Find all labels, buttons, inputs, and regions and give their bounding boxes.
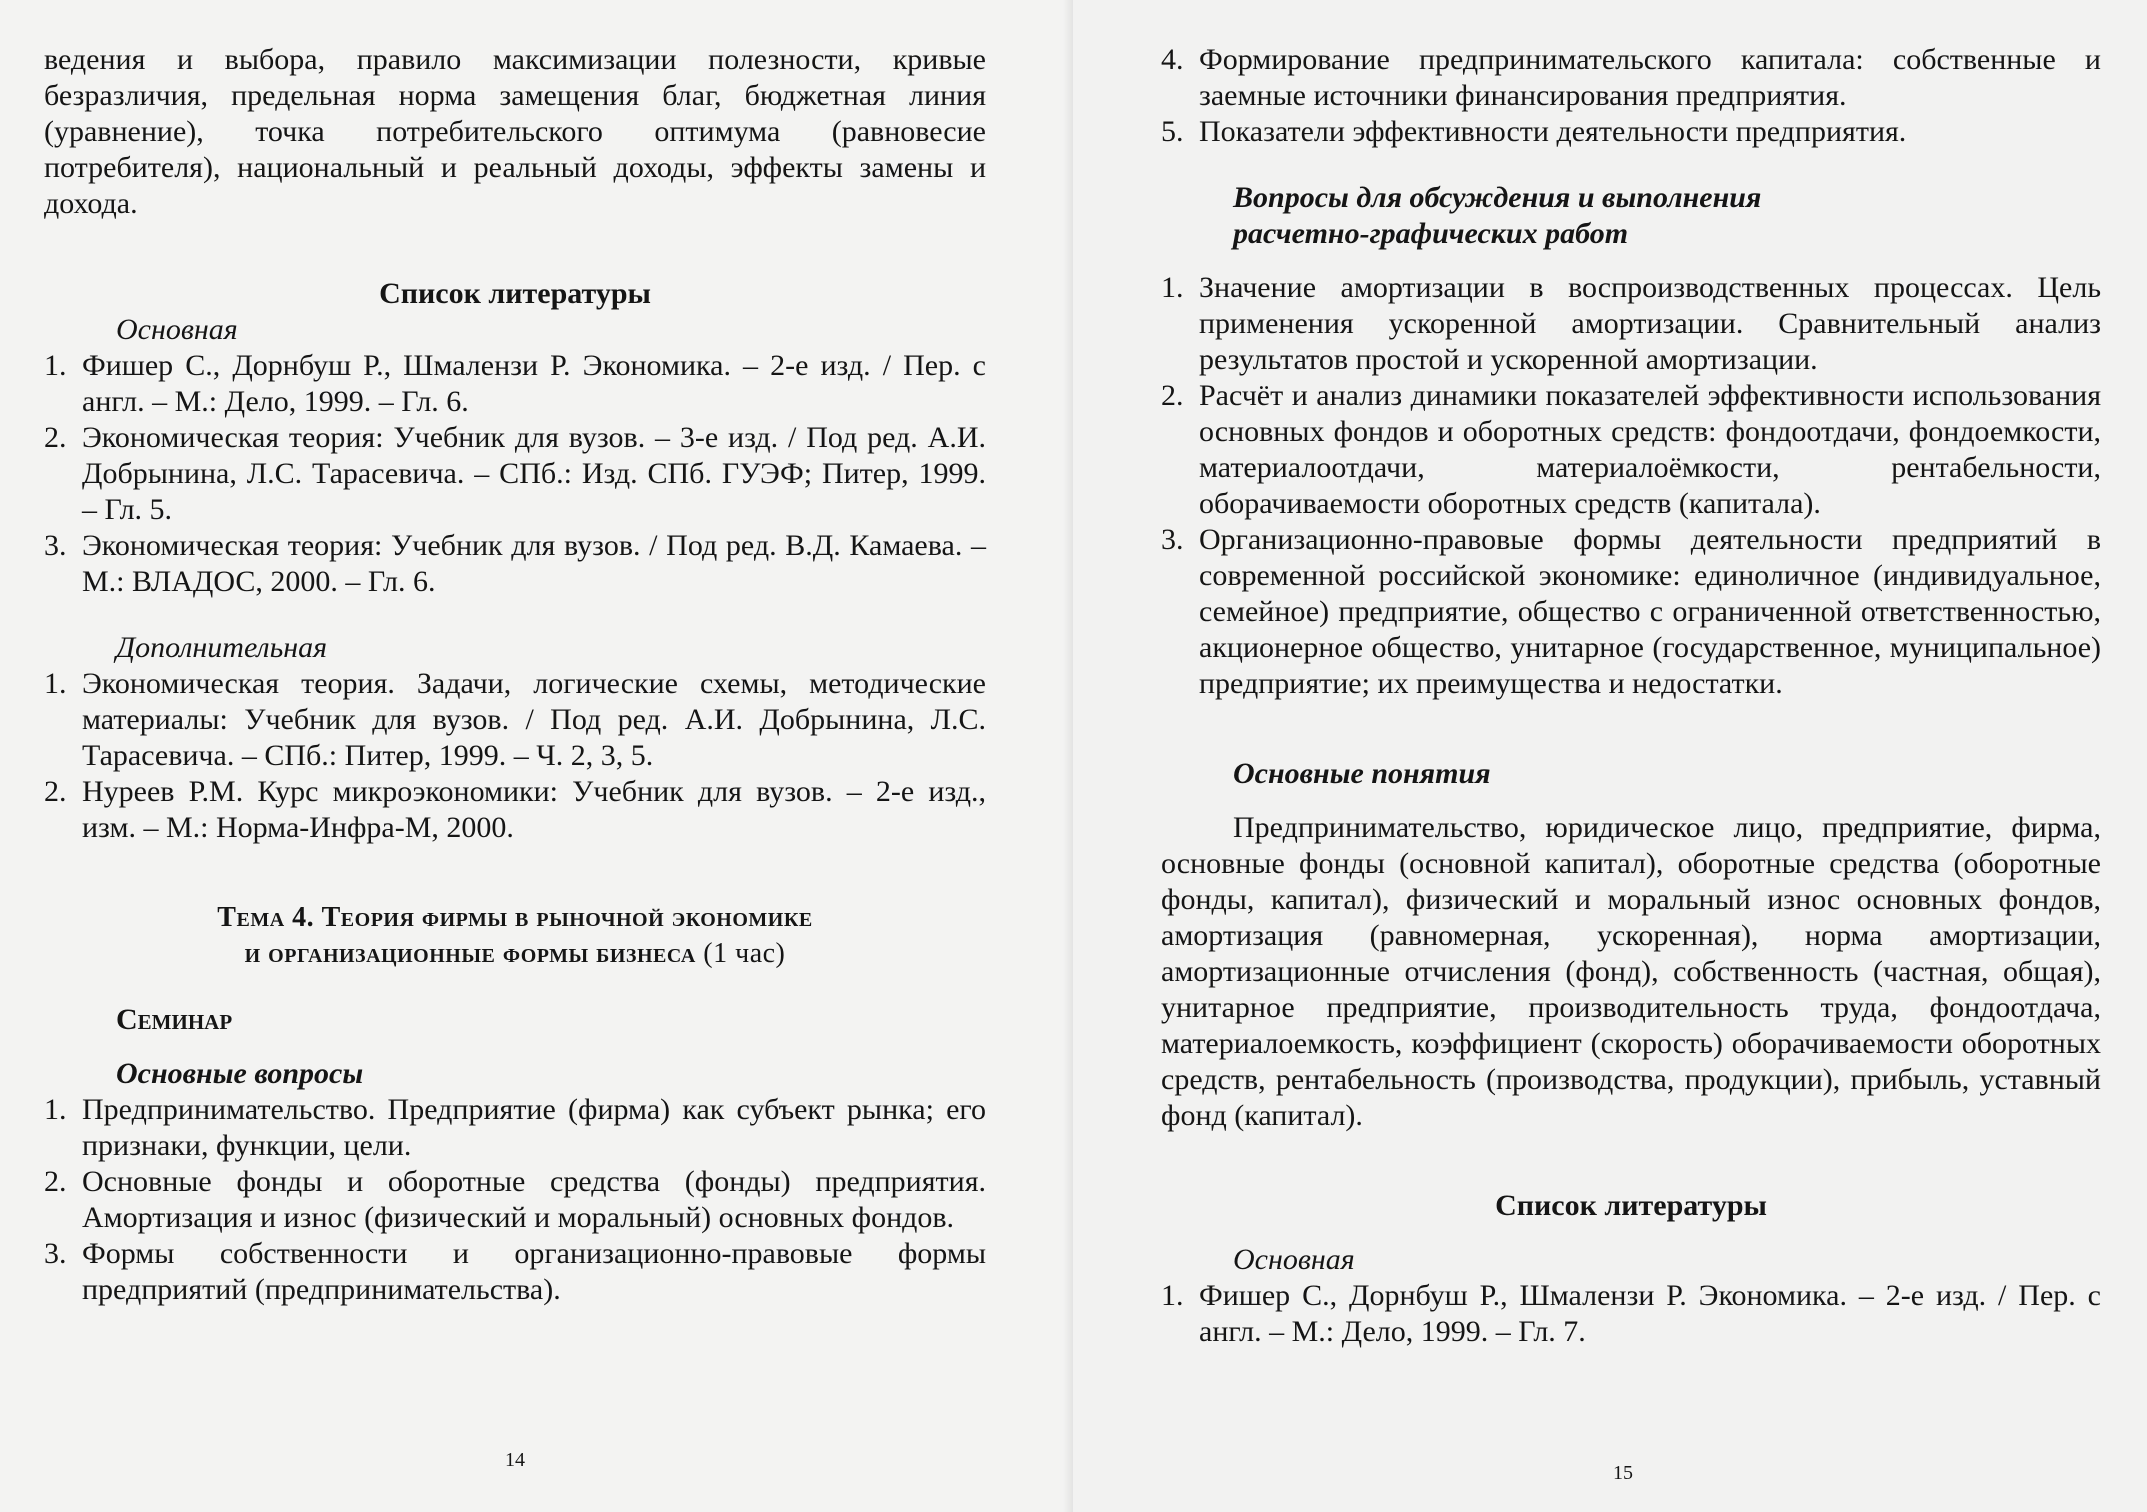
page-number: 15 — [1613, 1462, 1633, 1484]
concepts-heading: Основные понятия — [1233, 757, 1491, 790]
list-item: 1. Фишер С., Дорнбуш Р., Шмалензи Р. Экономика. – 2-е изд. / Пер. с англ. – М.: Дело, 1999. – Гл. 7. — [1161, 1279, 2101, 1348]
page-number: 14 — [505, 1449, 525, 1471]
seminar-heading: Семинар — [116, 1003, 233, 1036]
literature-heading: Список литературы — [1495, 1189, 1767, 1222]
list-item: 5. Показатели эффективности деятельности предприятия. — [1161, 115, 1907, 148]
intro-paragraph: ведения и выбора, правило максимизации полезности, кривые безразличия, предельная норма замещения благ, бюджетная линия (уравнение), точка потребительского оптимума (равновесие потребителя), национальный и реальный доходы, эффекты замены и дохода. — [44, 43, 986, 220]
questions-heading: Основные вопросы — [116, 1057, 364, 1090]
right-page-content — [1161, 42, 2101, 1350]
list-item: 2. Основные фонды и оборотные средства (фонды) предприятия. Амортизация и износ (физический и моральный) основных фондов. — [44, 1165, 986, 1234]
additional-literature-label: Дополнительная — [116, 631, 328, 664]
questions-list — [44, 1092, 986, 1308]
discussion-heading: Вопросы для обсуждения и выполнения расчетно-графических работ — [1233, 181, 1762, 250]
additional-literature-list — [44, 666, 986, 846]
topic-title-line1: Тема 4. Теория фирмы в рыночной экономике — [217, 902, 813, 933]
discussion-list — [1161, 270, 2101, 702]
topic-hours: (1 час) — [703, 938, 786, 969]
list-item: 3. Формы собственности и организационно-правовые формы предприятий (предпринимательства). — [44, 1237, 986, 1306]
continued-questions-list — [1161, 42, 2101, 150]
main-literature-label: Основная — [116, 313, 238, 346]
topic-heading — [44, 900, 986, 972]
list-item: 3. Экономическая теория: Учебник для вузов. / Под ред. В.Д. Камаева. – М.: ВЛАДОС, 2000. – Гл. 6. — [44, 529, 986, 598]
main-literature-list — [44, 348, 986, 600]
list-item: 3. Организационно-правовые формы деятельности предприятий в современной российской экономике: единоличное (индивидуальное, семейное) предприятие, общество с ограниченной ответственностью, акционерное общество, унитарное (государственное, муниципальное) предприятие; их преимущества и недостатки. — [1161, 523, 2101, 700]
list-item: 2. Нуреев Р.М. Курс микроэкономики: Учебник для вузов. – 2-е изд., изм. – М.: Норма-Инфра-М, 2000. — [44, 775, 986, 844]
left-page — [0, 0, 1073, 1512]
concepts-paragraph: Предпринимательство, юридическое лицо, предприятие, фирма, основные фонды (основной капитал), оборотные средства (оборотные фонды, капитал), физический и моральный износ основных фондов, амортизация (равномерная, ускоренная), норма амортизации, амортизационные отчисления (фонд), собственность (частная, общая), унитарное предприятие, производительность труда, фондоотдача, материалоемкость, коэффициент (скорость) оборачиваемости оборотных средств, рентабельность (производства, продукции), прибыль, уставный фонд (капитал). — [1161, 811, 2101, 1132]
right-page — [1073, 0, 2147, 1512]
topic-title-line2: и организационные формы бизнеса — [244, 938, 696, 969]
list-item: 2. Расчёт и анализ динамики показателей эффективности использования основных фондов и оборотных средств: фондоотдачи, фондоемкости, материалоотдачи, материалоёмкости, рентабельности, оборачиваемости оборотных средств (капитала). — [1161, 379, 2101, 520]
main-literature-list — [1161, 1278, 2101, 1350]
left-page-content — [44, 42, 986, 1308]
main-literature-label: Основная — [1233, 1243, 1355, 1276]
list-item: 1. Предпринимательство. Предприятие (фирма) как субъект рынка; его признаки, функции, цели. — [44, 1093, 986, 1162]
list-item: 1. Значение амортизации в воспроизводственных процессах. Цель применения ускоренной амортизации. Сравнительный анализ результатов простой и ускоренной амортизации. — [1161, 271, 2101, 376]
literature-heading: Список литературы — [379, 277, 651, 310]
list-item: 2. Экономическая теория: Учебник для вузов. – 3-е изд. / Под ред. А.И. Добрынина, Л.С. Тарасевича. – СПб.: Изд. СПб. ГУЭФ; Питер, 1999. – Гл. 5. — [44, 421, 986, 526]
list-item: 4. Формирование предпринимательского капитала: собственные и заемные источники финансирования предприятия. — [1161, 43, 2101, 112]
list-item: 1. Экономическая теория. Задачи, логические схемы, методические материалы: Учебник для вузов. / Под ред. А.И. Добрынина, Л.С. Тарасевича. – СПб.: Питер, 1999. – Ч. 2, 3, 5. — [44, 667, 986, 772]
list-item: 1. Фишер С., Дорнбуш Р., Шмалензи Р. Экономика. – 2-е изд. / Пер. с англ. – М.: Дело, 1999. – Гл. 6. — [44, 349, 986, 418]
